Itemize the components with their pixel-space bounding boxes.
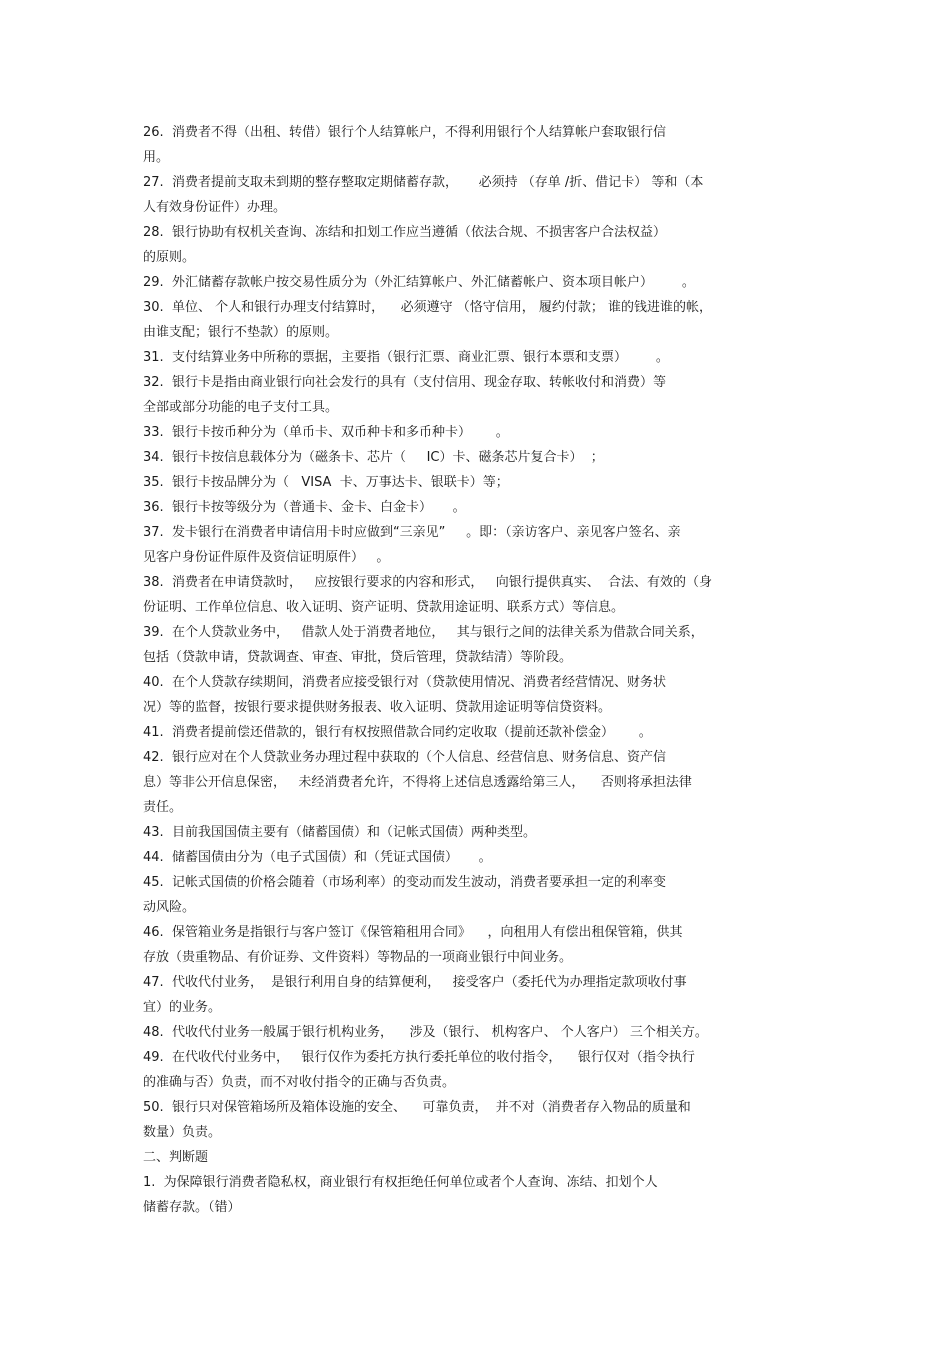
line-text: 的原则。	[143, 250, 196, 265]
line-text: 36. 银行卡按等级分为（普通卡、金卡、白金卡） 。	[143, 500, 466, 515]
text-line	[143, 945, 808, 970]
line-text: 42. 银行应对在个人贷款业务办理过程中获取的（个人信息、经营信息、财务信息、资产信	[143, 750, 666, 765]
text-line	[143, 595, 808, 620]
text-line	[143, 670, 808, 695]
line-text: 存放（贵重物品、有价证券、文件资料）等物品的一项商业银行中间业务。	[143, 950, 573, 965]
text-line	[143, 470, 808, 495]
line-text: 包括（贷款申请，贷款调查、审查、审批，贷后管理，贷款结清）等阶段。	[143, 650, 573, 665]
line-text: 数量）负责。	[143, 1125, 222, 1140]
line-text: 49. 在代收代付业务中， 银行仅作为委托方执行委托单位的收付指令， 银行仅对（指令执行	[143, 1050, 695, 1065]
line-text: 48. 代收代付业务一般属于银行机构业务， 涉及（银行、 机构客户、 个人客户） 三个相关方。	[143, 1025, 708, 1040]
line-text: 31. 支付结算业务中所称的票据，主要指（银行汇票、商业汇票、银行本票和支票） 。	[143, 350, 669, 365]
text-line	[143, 695, 808, 720]
text-line	[143, 345, 808, 370]
line-text: 见客户身份证件原件及资信证明原件） 。	[143, 550, 390, 565]
text-line	[143, 720, 808, 745]
text-line	[143, 145, 808, 170]
text-line	[143, 245, 808, 270]
line-text: 的准确与否）负责，而不对收付指令的正确与否负责。	[143, 1075, 456, 1090]
line-text: 46. 保管箱业务是指银行与客户签订《保管箱租用合同》 ，向租用人有偿出租保管箱，供其	[143, 925, 683, 940]
text-line	[143, 1195, 808, 1220]
text-line	[143, 1120, 808, 1145]
text-line	[143, 745, 808, 770]
line-text: 责任。	[143, 800, 183, 815]
text-line	[143, 270, 808, 295]
text-line	[143, 445, 808, 470]
line-text: 40. 在个人贷款存续期间，消费者应接受银行对（贷款使用情况、消费者经营情况、财务状	[143, 675, 666, 690]
text-line	[143, 195, 808, 220]
line-text: 26. 消费者不得（出租、转借）银行个人结算帐户，不得利用银行个人结算帐户套取银行信	[143, 125, 666, 140]
text-line	[143, 920, 808, 945]
text-line	[143, 1070, 808, 1095]
line-text: 二、判断题	[143, 1150, 209, 1165]
text-line	[143, 620, 808, 645]
text-line	[143, 520, 808, 545]
line-text: 38. 消费者在申请贷款时， 应按银行要求的内容和形式， 向银行提供真实、 合法、有效的（身	[143, 575, 712, 590]
line-text: 27. 消费者提前支取未到期的整存整取定期储蓄存款， 必须持 （存单 /折、借记卡） 等和（本	[143, 175, 704, 190]
text-line	[143, 395, 808, 420]
line-text: 44. 储蓄国债由分为（电子式国债）和（凭证式国债） 。	[143, 850, 492, 865]
line-text: 储蓄存款。（错）	[143, 1200, 241, 1215]
text-line	[143, 120, 808, 145]
line-text: 人有效身份证件）办理。	[143, 200, 287, 215]
line-text: 宜）的业务。	[143, 1000, 222, 1015]
line-text: 份证明、工作单位信息、收入证明、资产证明、贷款用途证明、联系方式）等信息。	[143, 600, 625, 615]
line-text: 45. 记帐式国债的价格会随着（市场利率）的变动而发生波动，消费者要承担一定的利率变	[143, 875, 666, 890]
text-line	[143, 1045, 808, 1070]
text-line	[143, 845, 808, 870]
text-line	[143, 295, 808, 320]
line-text: 34. 银行卡按信息载体分为（磁条卡、芯片（ IC）卡、磁条芯片复合卡） ；	[143, 450, 604, 465]
text-line	[143, 795, 808, 820]
line-text: 全部或部分功能的电子支付工具。	[143, 400, 339, 415]
text-line	[143, 370, 808, 395]
text-line	[143, 1020, 808, 1045]
text-line	[143, 895, 808, 920]
text-line	[143, 645, 808, 670]
text-line	[143, 770, 808, 795]
line-text: 41. 消费者提前偿还借款的，银行有权按照借款合同约定收取（提前还款补偿金） 。	[143, 725, 652, 740]
text-line	[143, 220, 808, 245]
text-line	[143, 1095, 808, 1120]
text-line	[143, 320, 808, 345]
line-text: 33. 银行卡按币种分为（单币卡、双币种卡和多币种卡） 。	[143, 425, 509, 440]
line-text: 30. 单位、 个人和银行办理支付结算时， 必须遵守 （恪守信用， 履约付款； 谁的钱进谁的帐，	[143, 300, 712, 315]
line-text: 28. 银行协助有权机关查询、冻结和扣划工作应当遵循（依法合规、不损害客户合法权益）	[143, 225, 666, 240]
line-text: 47. 代收代付业务， 是银行利用自身的结算便利， 接受客户（委托代为办理指定款项收付事	[143, 975, 687, 990]
text-line	[143, 420, 808, 445]
line-text: 29. 外汇储蓄存款帐户按交易性质分为（外汇结算帐户、外汇储蓄帐户、资本项目帐户） 。	[143, 275, 695, 290]
line-text: 况）等的监督，按银行要求提供财务报表、收入证明、贷款用途证明等信贷资料。	[143, 700, 612, 715]
line-text: 37. 发卡银行在消费者申请信用卡时应做到“三亲见” 。即：（亲访客户、亲见客户签名、亲	[143, 525, 681, 540]
text-line	[143, 970, 808, 995]
text-line	[143, 495, 808, 520]
line-text: 50. 银行只对保管箱场所及箱体设施的安全、 可靠负责， 并不对（消费者存入物品的质量和	[143, 1100, 691, 1115]
line-text: 息）等非公开信息保密， 未经消费者允许，不得将上述信息透露给第三人， 否则将承担法律	[143, 775, 692, 790]
text-line	[143, 170, 808, 195]
line-text: 39. 在个人贷款业务中， 借款人处于消费者地位， 其与银行之间的法律关系为借款合同关系，	[143, 625, 704, 640]
text-line	[143, 870, 808, 895]
text-line	[143, 545, 808, 570]
text-line	[143, 1145, 808, 1170]
text-line	[143, 820, 808, 845]
line-text: 用。	[143, 150, 170, 165]
line-text: 1. 为保障银行消费者隐私权，商业银行有权拒绝任何单位或者个人查询、冻结、扣划个人	[143, 1175, 658, 1190]
line-text: 由谁支配；银行不垫款）的原则。	[143, 325, 339, 340]
document-page	[143, 120, 808, 1220]
text-line	[143, 995, 808, 1020]
line-text: 35. 银行卡按品牌分为（ VISA 卡、万事达卡、银联卡）等；	[143, 475, 509, 490]
text-line	[143, 1170, 808, 1195]
line-text: 32. 银行卡是指由商业银行向社会发行的具有（支付信用、现金存取、转帐收付和消费）等	[143, 375, 666, 390]
text-line	[143, 570, 808, 595]
line-text: 43. 目前我国国债主要有（储蓄国债）和（记帐式国债）两种类型。	[143, 825, 536, 840]
line-text: 动风险。	[143, 900, 196, 915]
